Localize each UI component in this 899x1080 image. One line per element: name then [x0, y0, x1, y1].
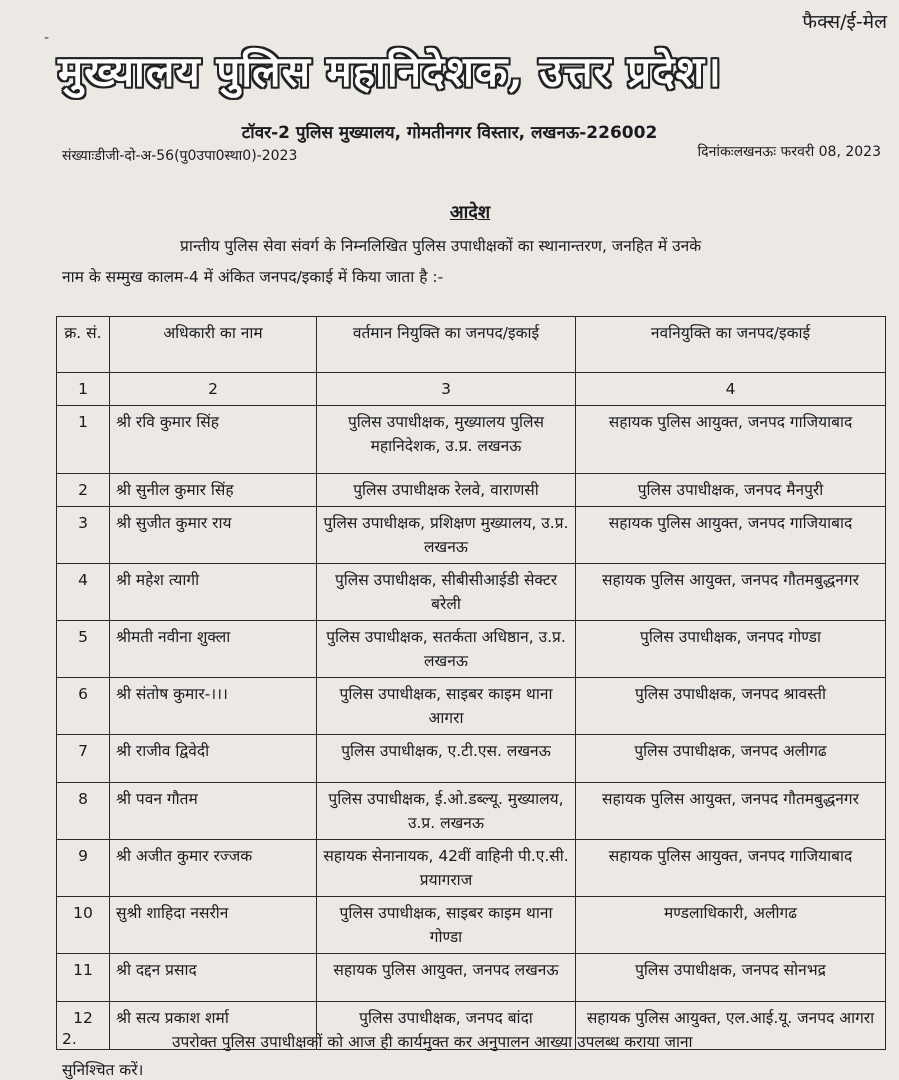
table-row — [57, 474, 886, 507]
table-header-row — [57, 317, 886, 373]
intro-line-2: नाम के सम्मुख कालम-4 में अंकित जनपद/इकाई में किया जाता है :- — [62, 268, 444, 286]
reference-number: संख्याःडीजी-दो-अ-56(पु0उपा0स्था0)-2023 — [62, 148, 298, 164]
current-posting-cell: पुलिस उपाधीक्षक, मुख्यालय पुलिस महानिदेशक, उ.प्र. लखनऊ — [317, 406, 576, 474]
new-posting-cell: सहायक पुलिस आयुक्त, एल.आई.यू. जनपद आगरा — [576, 1002, 886, 1050]
table-row — [57, 406, 886, 474]
current-posting-cell: सहायक सेनानायक, 42वीं वाहिनी पी.ए.सी. प्रयागराज — [317, 840, 576, 897]
current-posting-cell: पुलिस उपाधीक्षक, जनपद बांदा — [317, 1002, 576, 1050]
column-number: 2 — [110, 373, 317, 406]
name-cell: श्री रवि कुमार सिंह — [110, 406, 317, 474]
intro-line-1: प्रान्तीय पुलिस सेवा संवर्ग के निम्नलिखित पुलिस उपाधीक्षकों का स्थानान्तरण, जनहित में उनके — [180, 237, 702, 255]
name-cell: श्री पवन गौतम — [110, 783, 317, 840]
office-address: टॉवर-2 पुलिस मुख्यालय, गोमतीनगर विस्तार, लखनऊ-226002 — [241, 123, 658, 143]
name-cell: श्री अजीत कुमार रज्जक — [110, 840, 317, 897]
transfer-table — [56, 316, 886, 1050]
name-cell: श्री सुजीत कुमार राय — [110, 507, 317, 564]
date-line: दिनांकःलखनऊः फरवरी 08, 2023 — [697, 144, 881, 160]
new-posting-cell: पुलिस उपाधीक्षक, जनपद मैनपुरी — [576, 474, 886, 507]
header-new-posting: नवनियुक्ति का जनपद/इकाई — [576, 317, 886, 373]
current-posting-cell: पुलिस उपाधीक्षक, साइबर काइम थाना गोण्डा — [317, 897, 576, 954]
header-current-posting: वर्तमान नियुक्ति का जनपद/इकाई — [317, 317, 576, 373]
name-cell: श्री संतोष कुमार-।।। — [110, 678, 317, 735]
name-cell: श्री दद्दन प्रसाद — [110, 954, 317, 1002]
name-cell: श्री सत्य प्रकाश शर्मा — [110, 1002, 317, 1050]
current-posting-cell: पुलिस उपाधीक्षक, ई.ओ.डब्ल्यू. मुख्यालय, उ.प्र. लखनऊ — [317, 783, 576, 840]
name-cell: श्री राजीव द्विवेदी — [110, 735, 317, 783]
serial-cell: 12 — [57, 1002, 110, 1050]
new-posting-cell: सहायक पुलिस आयुक्त, जनपद गाजियाबाद — [576, 507, 886, 564]
current-posting-cell: पुलिस उपाधीक्षक, सीबीसीआईडी सेक्टर बरेली — [317, 564, 576, 621]
name-cell: सुश्री शाहिदा नसरीन — [110, 897, 317, 954]
column-number: 3 — [317, 373, 576, 406]
serial-cell: 9 — [57, 840, 110, 897]
serial-cell: 3 — [57, 507, 110, 564]
table-row — [57, 621, 886, 678]
table-row — [57, 564, 886, 621]
serial-cell: 11 — [57, 954, 110, 1002]
table-row — [57, 735, 886, 783]
serial-cell: 5 — [57, 621, 110, 678]
punch-mark: - — [44, 30, 50, 46]
new-posting-cell: पुलिस उपाधीक्षक, जनपद श्रावस्ती — [576, 678, 886, 735]
new-posting-cell: सहायक पुलिस आयुक्त, जनपद गौतमबुद्धनगर — [576, 564, 886, 621]
table-row — [57, 840, 886, 897]
para2-line-2: सुनिश्चित करें। — [62, 1061, 144, 1079]
new-posting-cell: पुलिस उपाधीक्षक, जनपद सोनभद्र — [576, 954, 886, 1002]
column-number: 1 — [57, 373, 110, 406]
serial-cell: 2 — [57, 474, 110, 507]
name-cell: श्री सुनील कुमार सिंह — [110, 474, 317, 507]
new-posting-cell: पुलिस उपाधीक्षक, जनपद अलीगढ — [576, 735, 886, 783]
serial-cell: 10 — [57, 897, 110, 954]
new-posting-cell: सहायक पुलिस आयुक्त, जनपद गौतमबुद्धनगर — [576, 783, 886, 840]
current-posting-cell: पुलिस उपाधीक्षक रेलवे, वाराणसी — [317, 474, 576, 507]
name-cell: श्रीमती नवीना शुक्ला — [110, 621, 317, 678]
fax-email-label: फैक्स/ई-मेल — [802, 11, 887, 33]
new-posting-cell: पुलिस उपाधीक्षक, जनपद गोण्डा — [576, 621, 886, 678]
table-row — [57, 954, 886, 1002]
serial-cell: 8 — [57, 783, 110, 840]
table-row — [57, 897, 886, 954]
serial-cell: 4 — [57, 564, 110, 621]
header-serial: क्र. सं. — [57, 317, 110, 373]
para2-number: 2. — [62, 1030, 77, 1048]
letterhead-title: मुख्यालय पुलिस महानिदेशक, उत्तर प्रदेश। — [58, 47, 722, 96]
current-posting-cell: सहायक पुलिस आयुक्त, जनपद लखनऊ — [317, 954, 576, 1002]
new-posting-cell: सहायक पुलिस आयुक्त, जनपद गाजियाबाद — [576, 406, 886, 474]
para2-line-1: उपरोक्त पुलिस उपाधीक्षकों को आज ही कार्यमुक्त कर अनुपालन आख्या उपलब्ध कराया जाना — [172, 1033, 693, 1051]
current-posting-cell: पुलिस उपाधीक्षक, ए.टी.एस. लखनऊ — [317, 735, 576, 783]
header-name: अधिकारी का नाम — [110, 317, 317, 373]
serial-cell: 6 — [57, 678, 110, 735]
order-title: आदेश — [449, 202, 491, 223]
new-posting-cell: मण्डलाधिकारी, अलीगढ — [576, 897, 886, 954]
current-posting-cell: पुलिस उपाधीक्षक, प्रशिक्षण मुख्यालय, उ.प्र. लखनऊ — [317, 507, 576, 564]
new-posting-cell: सहायक पुलिस आयुक्त, जनपद गाजियाबाद — [576, 840, 886, 897]
current-posting-cell: पुलिस उपाधीक्षक, साइबर काइम थाना आगरा — [317, 678, 576, 735]
table-row — [57, 507, 886, 564]
serial-cell: 7 — [57, 735, 110, 783]
name-cell: श्री महेश त्यागी — [110, 564, 317, 621]
table-row — [57, 783, 886, 840]
column-number-row — [57, 373, 886, 406]
serial-cell: 1 — [57, 406, 110, 474]
table-row — [57, 678, 886, 735]
column-number: 4 — [576, 373, 886, 406]
current-posting-cell: पुलिस उपाधीक्षक, सतर्कता अधिष्ठान, उ.प्र. लखनऊ — [317, 621, 576, 678]
